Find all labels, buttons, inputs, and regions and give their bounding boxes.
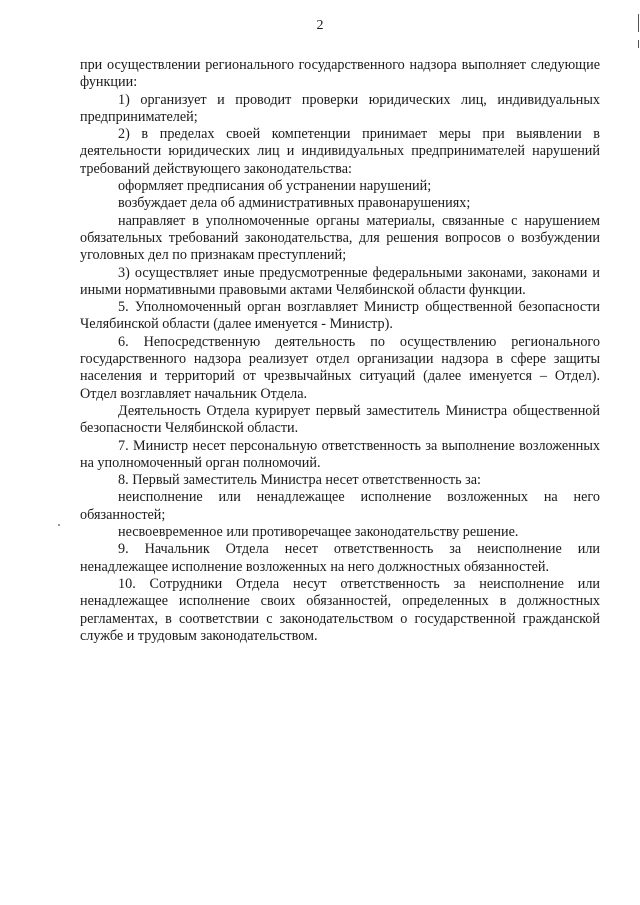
scan-speck xyxy=(58,524,60,526)
paragraph: 1) организует и проводит проверки юридических лиц, индивидуальных предпринимателей; xyxy=(80,91,600,125)
page-number: 2 xyxy=(316,18,324,33)
paragraph: 2) в пределах своей компетенции принимает меры при выявлении в деятельности юридических лиц и индивидуальных предпринимателей нарушений требований действующего законодательства: xyxy=(80,126,600,177)
paragraph: 9. Начальник Отдела несет ответственность за неисполнение или ненадлежащее исполнение возложенных на него должностных обязанностей. xyxy=(80,541,600,575)
paragraph: 10. Сотрудники Отдела несут ответственность за неисполнение или ненадлежащее исполнение своих обязанностей, определенных в должностных регламентах, в соответствии с законодательством о государственной гражданской службе и трудовым законодательством. xyxy=(80,575,600,644)
paragraph: 6. Непосредственную деятельность по осуществлению регионального государственного надзора реализует отдел организации надзора в сфере защиты населения и территорий от чрезвычайных ситуаций (далее именуется – Отдел). Отдел возглавляет начальник Отдела. xyxy=(80,333,600,402)
paragraph: оформляет предписания об устранении нарушений; xyxy=(118,178,432,195)
scan-edge-mark xyxy=(638,40,639,48)
paragraph: 3) осуществляет иные предусмотренные федеральными законами, законами и иными нормативными правовыми актами Челябинской области функции. xyxy=(80,264,600,298)
scan-edge-mark xyxy=(638,14,639,32)
paragraph: возбуждает дела об административных правонарушениях; xyxy=(118,195,471,212)
paragraph: направляет в уполномоченные органы материалы, связанные с нарушением обязательных требований законодательства, для решения вопросов о возбуждении уголовных дел по признакам преступлений; xyxy=(80,212,600,264)
paragraph: несвоевременное или противоречащее законодательству решение. xyxy=(118,524,519,541)
paragraph: при осуществлении регионального государственного надзора выполняет следующие функции: xyxy=(80,57,600,91)
paragraph: 5. Уполномоченный орган возглавляет Министр общественной безопасности Челябинской области (далее именуется - Министр). xyxy=(80,299,600,333)
paragraph: 7. Министр несет персональную ответственность за выполнение возложенных на уполномоченный орган полномочий. xyxy=(80,437,600,471)
document-body xyxy=(80,57,600,645)
paragraph: Деятельность Отдела курирует первый заместитель Министра общественной безопасности Челябинской области. xyxy=(80,402,600,437)
paragraph: 8. Первый заместитель Министра несет ответственность за: xyxy=(118,472,481,489)
paragraph: неисполнение или ненадлежащее исполнение возложенных на него обязанностей; xyxy=(80,489,600,523)
